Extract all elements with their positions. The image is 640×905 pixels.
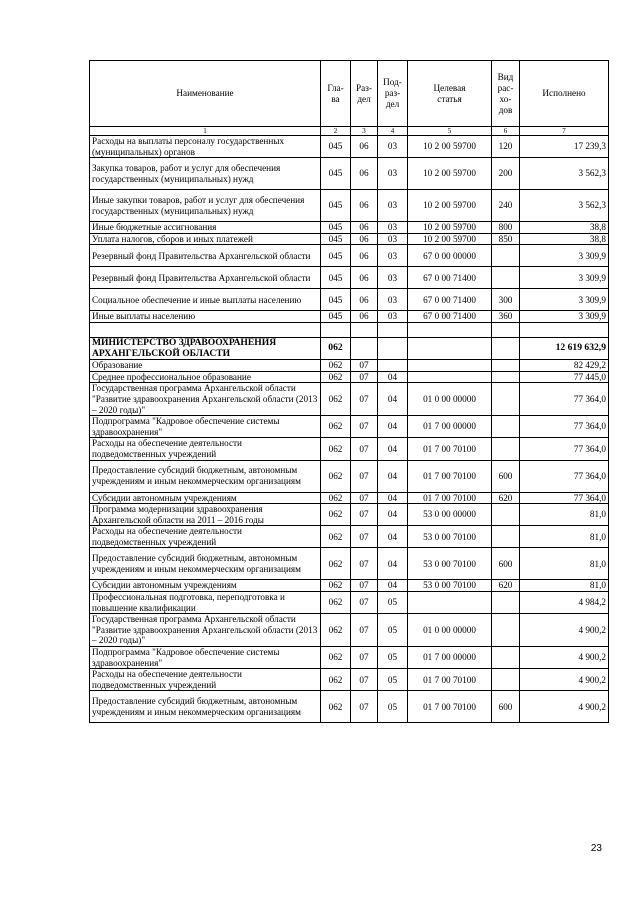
executed-amount-cell: 3 562,3 (520, 158, 609, 190)
subsection-cell: 04 (378, 383, 408, 416)
section-cell: 06 (351, 190, 378, 222)
row-name-cell: Предоставление субсидий бюджетным, автономным учреждениям и иным некоммерческим организациям (90, 548, 321, 580)
chapter-cell: 062 (321, 504, 351, 526)
row-name-cell: Иные бюджетные ассигнования (90, 222, 321, 234)
expense-type-cell (492, 267, 520, 289)
executed-amount-cell: 38,8 (520, 222, 609, 234)
target-article-cell (408, 592, 492, 614)
subsection-cell: 04 (378, 504, 408, 526)
table-row (90, 504, 609, 526)
table-row (90, 492, 609, 504)
section-cell: 07 (351, 691, 378, 723)
col-header-chapter: Гла- ва (321, 61, 351, 127)
table-row (90, 416, 609, 438)
subsection-cell: 05 (378, 669, 408, 691)
row-name-cell: Иные выплаты населению (90, 311, 321, 323)
target-article-cell: 53 0 00 00000 (408, 504, 492, 526)
target-article-cell (408, 360, 492, 372)
executed-amount-cell: 81,0 (520, 526, 609, 548)
subsection-cell (378, 322, 408, 337)
executed-amount-cell: 3 309,9 (520, 289, 609, 311)
subsection-cell (378, 360, 408, 372)
table-row (90, 647, 609, 669)
executed-amount-cell: 77 364,0 (520, 492, 609, 504)
row-name-cell: Расходы на обеспечение деятельности подведомственных учреждений (90, 669, 321, 691)
subsection-cell: 04 (378, 492, 408, 504)
subsection-cell: 04 (378, 548, 408, 580)
chapter-cell: 045 (321, 136, 351, 158)
col-number: 6 (492, 127, 520, 136)
page-number: 23 (590, 843, 602, 854)
table-row (90, 311, 609, 323)
expense-type-cell: 200 (492, 158, 520, 190)
executed-amount-cell: 4 900,2 (520, 669, 609, 691)
target-article-cell (408, 322, 492, 337)
table-row (90, 136, 609, 158)
table-row (90, 158, 609, 190)
executed-amount-cell: 3 309,9 (520, 267, 609, 289)
section-cell: 06 (351, 222, 378, 234)
subsection-cell: 03 (378, 222, 408, 234)
table-row (90, 526, 609, 548)
executed-amount-cell: 82 429,2 (520, 360, 609, 372)
target-article-cell: 01 7 00 70100 (408, 669, 492, 691)
target-article-cell: 01 7 00 70100 (408, 492, 492, 504)
section-cell: 07 (351, 371, 378, 383)
chapter-cell: 062 (321, 383, 351, 416)
row-name-cell (90, 322, 321, 337)
chapter-cell: 062 (321, 492, 351, 504)
row-name-cell: Образование (90, 360, 321, 372)
executed-amount-cell: 3 562,3 (520, 190, 609, 222)
table-row (90, 322, 609, 337)
expense-type-cell (492, 337, 520, 359)
expense-type-cell (492, 360, 520, 372)
expense-type-cell: 240 (492, 190, 520, 222)
chapter-cell: 045 (321, 158, 351, 190)
subsection-cell: 03 (378, 245, 408, 267)
expense-type-cell (492, 416, 520, 438)
chapter-cell: 062 (321, 669, 351, 691)
executed-amount-cell: 77 445,0 (520, 371, 609, 383)
target-article-cell: 67 0 00 71400 (408, 289, 492, 311)
target-article-cell: 53 0 00 70100 (408, 580, 492, 592)
target-article-cell: 10 2 00 59700 (408, 222, 492, 234)
row-name-cell: Субсидии автономным учреждениям (90, 580, 321, 592)
section-cell: 06 (351, 267, 378, 289)
chapter-cell: 062 (321, 548, 351, 580)
subsection-cell: 04 (378, 526, 408, 548)
chapter-cell: 062 (321, 371, 351, 383)
row-name-cell: Расходы на выплаты персоналу государственных (муниципальных) органов (90, 136, 321, 158)
target-article-cell: 10 2 00 59700 (408, 158, 492, 190)
row-name-cell: МИНИСТЕРСТВО ЗДРАВООХРАНЕНИЯ АРХАНГЕЛЬСКОЙ ОБЛАСТИ (90, 337, 321, 359)
col-number: 2 (321, 127, 351, 136)
col-number: 3 (351, 127, 378, 136)
subsection-cell: 03 (378, 311, 408, 323)
expense-type-cell: 300 (492, 289, 520, 311)
executed-amount-cell: 77 364,0 (520, 416, 609, 438)
chapter-cell: 062 (321, 460, 351, 492)
chapter-cell: 062 (321, 438, 351, 460)
expense-type-cell (492, 526, 520, 548)
target-article-cell (408, 337, 492, 359)
table-row (90, 371, 609, 383)
executed-amount-cell: 4 900,2 (520, 691, 609, 723)
executed-amount-cell: 4 900,2 (520, 647, 609, 669)
row-name-cell: Закупка товаров, работ и услуг для обеспечения государственных (муниципальных) нужд (90, 158, 321, 190)
section-cell: 07 (351, 526, 378, 548)
col-header-target: Целевая статья (408, 61, 492, 127)
target-article-cell: 53 0 00 70100 (408, 548, 492, 580)
section-cell: 07 (351, 592, 378, 614)
expense-type-cell (492, 647, 520, 669)
table-row (90, 190, 609, 222)
expense-type-cell (492, 245, 520, 267)
executed-amount-cell: 3 309,9 (520, 245, 609, 267)
row-name-cell: Предоставление субсидий бюджетным, автономным учреждениям и иным некоммерческим организациям (90, 691, 321, 723)
table-row (90, 614, 609, 647)
table-row (90, 669, 609, 691)
row-name-cell: Подпрограмма "Кадровое обеспечение системы здравоохранения" (90, 647, 321, 669)
col-header-executed: Исполнено (520, 61, 609, 127)
executed-amount-cell: 77 364,0 (520, 383, 609, 416)
chapter-cell: 062 (321, 416, 351, 438)
target-article-cell: 67 0 00 00000 (408, 245, 492, 267)
subsection-cell: 04 (378, 438, 408, 460)
chapter-cell: 045 (321, 222, 351, 234)
section-cell: 07 (351, 548, 378, 580)
section-cell: 06 (351, 311, 378, 323)
expense-type-cell (492, 669, 520, 691)
table-row (90, 233, 609, 245)
table-row (90, 438, 609, 460)
target-article-cell: 67 0 00 71400 (408, 311, 492, 323)
subsection-cell: 03 (378, 158, 408, 190)
expense-type-cell (492, 438, 520, 460)
table-row (90, 592, 609, 614)
expense-type-cell: 800 (492, 222, 520, 234)
subsection-cell: 03 (378, 267, 408, 289)
col-header-subsection: Под- раз- дел (378, 61, 408, 127)
executed-amount-cell: 3 309,9 (520, 311, 609, 323)
target-article-cell: 01 7 00 70100 (408, 691, 492, 723)
table-row (90, 337, 609, 359)
expense-type-cell (492, 322, 520, 337)
section-cell: 07 (351, 383, 378, 416)
executed-amount-cell: 81,0 (520, 548, 609, 580)
subsection-cell: 03 (378, 136, 408, 158)
row-name-cell: Резервный фонд Правительства Архангельской области (90, 245, 321, 267)
expense-type-cell (492, 504, 520, 526)
chapter-cell (321, 322, 351, 337)
col-header-expense-type: Вид рас- хо- дов (492, 61, 520, 127)
section-cell: 07 (351, 360, 378, 372)
row-name-cell: Подпрограмма "Кадровое обеспечение системы здравоохранения" (90, 416, 321, 438)
expense-type-cell: 620 (492, 580, 520, 592)
target-article-cell: 10 2 00 59700 (408, 233, 492, 245)
target-article-cell: 01 0 00 00000 (408, 614, 492, 647)
table-row (90, 222, 609, 234)
executed-amount-cell: 77 364,0 (520, 460, 609, 492)
chapter-cell: 062 (321, 691, 351, 723)
col-header-section: Раз- дел (351, 61, 378, 127)
col-number: 7 (520, 127, 609, 136)
chapter-cell: 062 (321, 526, 351, 548)
chapter-cell: 062 (321, 580, 351, 592)
target-article-cell: 01 0 00 00000 (408, 383, 492, 416)
row-name-cell: Государственная программа Архангельской области "Развитие здравоохранения Архангельской области (2013 – 2020 годы)" (90, 383, 321, 416)
target-article-cell (408, 371, 492, 383)
subsection-cell: 04 (378, 580, 408, 592)
column-numbers-row (90, 127, 609, 136)
chapter-cell: 062 (321, 592, 351, 614)
subsection-cell: 03 (378, 190, 408, 222)
section-cell: 07 (351, 580, 378, 592)
expense-type-cell: 600 (492, 548, 520, 580)
row-name-cell: Профессиональная подготовка, переподготовка и повышение квалификации (90, 592, 321, 614)
executed-amount-cell: 17 239,3 (520, 136, 609, 158)
target-article-cell: 67 0 00 71400 (408, 267, 492, 289)
subsection-cell: 04 (378, 371, 408, 383)
section-cell: 07 (351, 647, 378, 669)
executed-amount-cell: 12 619 632,9 (520, 337, 609, 359)
chapter-cell: 045 (321, 267, 351, 289)
row-name-cell: Уплата налогов, сборов и иных платежей (90, 233, 321, 245)
executed-amount-cell: 81,0 (520, 504, 609, 526)
expense-type-cell (492, 371, 520, 383)
row-name-cell: Предоставление субсидий бюджетным, автономным учреждениям и иным некоммерческим организациям (90, 460, 321, 492)
row-name-cell: Государственная программа Архангельской области "Развитие здравоохранения Архангельской области (2013 – 2020 годы)" (90, 614, 321, 647)
section-cell: 07 (351, 416, 378, 438)
col-header-name: Наименование (90, 61, 321, 127)
table-row (90, 360, 609, 372)
chapter-cell: 062 (321, 360, 351, 372)
row-name-cell: Среднее профессиональное образование (90, 371, 321, 383)
expense-type-cell: 850 (492, 233, 520, 245)
chapter-cell: 045 (321, 289, 351, 311)
section-cell: 07 (351, 492, 378, 504)
section-cell (351, 322, 378, 337)
target-article-cell: 01 7 00 00000 (408, 647, 492, 669)
subsection-cell: 03 (378, 289, 408, 311)
table-body (90, 136, 609, 723)
subsection-cell: 05 (378, 691, 408, 723)
subsection-cell (378, 337, 408, 359)
section-cell: 06 (351, 289, 378, 311)
expense-type-cell: 360 (492, 311, 520, 323)
expense-type-cell (492, 383, 520, 416)
row-name-cell: Резервный фонд Правительства Архангельской области (90, 267, 321, 289)
section-cell: 07 (351, 669, 378, 691)
chapter-cell: 045 (321, 233, 351, 245)
section-cell: 06 (351, 136, 378, 158)
chapter-cell: 045 (321, 311, 351, 323)
col-number: 5 (408, 127, 492, 136)
section-cell: 06 (351, 233, 378, 245)
table-row (90, 548, 609, 580)
table-row (90, 460, 609, 492)
table-row (90, 245, 609, 267)
table-row (90, 267, 609, 289)
target-article-cell: 01 7 00 00000 (408, 416, 492, 438)
chapter-cell: 045 (321, 245, 351, 267)
executed-amount-cell: 81,0 (520, 580, 609, 592)
section-cell: 06 (351, 245, 378, 267)
section-cell: 07 (351, 438, 378, 460)
executed-amount-cell: 4 984,2 (520, 592, 609, 614)
target-article-cell: 10 2 00 59700 (408, 136, 492, 158)
executed-amount-cell: 4 900,2 (520, 614, 609, 647)
row-name-cell: Программа модернизации здравоохранения Архангельской области на 2011 – 2016 годы (90, 504, 321, 526)
section-cell: 07 (351, 614, 378, 647)
row-name-cell: Расходы на обеспечение деятельности подведомственных учреждений (90, 526, 321, 548)
section-cell: 07 (351, 460, 378, 492)
chapter-cell: 062 (321, 337, 351, 359)
col-number: 1 (90, 127, 321, 136)
expense-type-cell: 600 (492, 691, 520, 723)
expense-type-cell (492, 614, 520, 647)
subsection-cell: 04 (378, 416, 408, 438)
expense-type-cell: 620 (492, 492, 520, 504)
target-article-cell: 01 7 00 70100 (408, 460, 492, 492)
target-article-cell: 53 0 00 70100 (408, 526, 492, 548)
chapter-cell: 062 (321, 614, 351, 647)
expense-type-cell: 120 (492, 136, 520, 158)
executed-amount-cell (520, 322, 609, 337)
row-name-cell: Расходы на обеспечение деятельности подведомственных учреждений (90, 438, 321, 460)
col-number: 4 (378, 127, 408, 136)
chapter-cell: 062 (321, 647, 351, 669)
subsection-cell: 05 (378, 647, 408, 669)
section-cell (351, 337, 378, 359)
expense-type-cell: 600 (492, 460, 520, 492)
expense-type-cell (492, 592, 520, 614)
chapter-cell: 045 (321, 190, 351, 222)
table-row (90, 289, 609, 311)
table-header-row (90, 61, 609, 127)
subsection-cell: 03 (378, 233, 408, 245)
target-article-cell: 10 2 00 59700 (408, 190, 492, 222)
row-name-cell: Иные закупки товаров, работ и услуг для обеспечения государственных (муниципальных) нужд (90, 190, 321, 222)
table-row (90, 580, 609, 592)
subsection-cell: 05 (378, 614, 408, 647)
executed-amount-cell: 77 364,0 (520, 438, 609, 460)
subsection-cell: 05 (378, 592, 408, 614)
table-row (90, 691, 609, 723)
section-cell: 06 (351, 158, 378, 190)
table-row (90, 383, 609, 416)
section-cell: 07 (351, 504, 378, 526)
row-name-cell: Субсидии автономным учреждениям (90, 492, 321, 504)
row-name-cell: Социальное обеспечение и иные выплаты населению (90, 289, 321, 311)
budget-table (89, 60, 609, 723)
executed-amount-cell: 38,8 (520, 233, 609, 245)
subsection-cell: 04 (378, 460, 408, 492)
target-article-cell: 01 7 00 70100 (408, 438, 492, 460)
